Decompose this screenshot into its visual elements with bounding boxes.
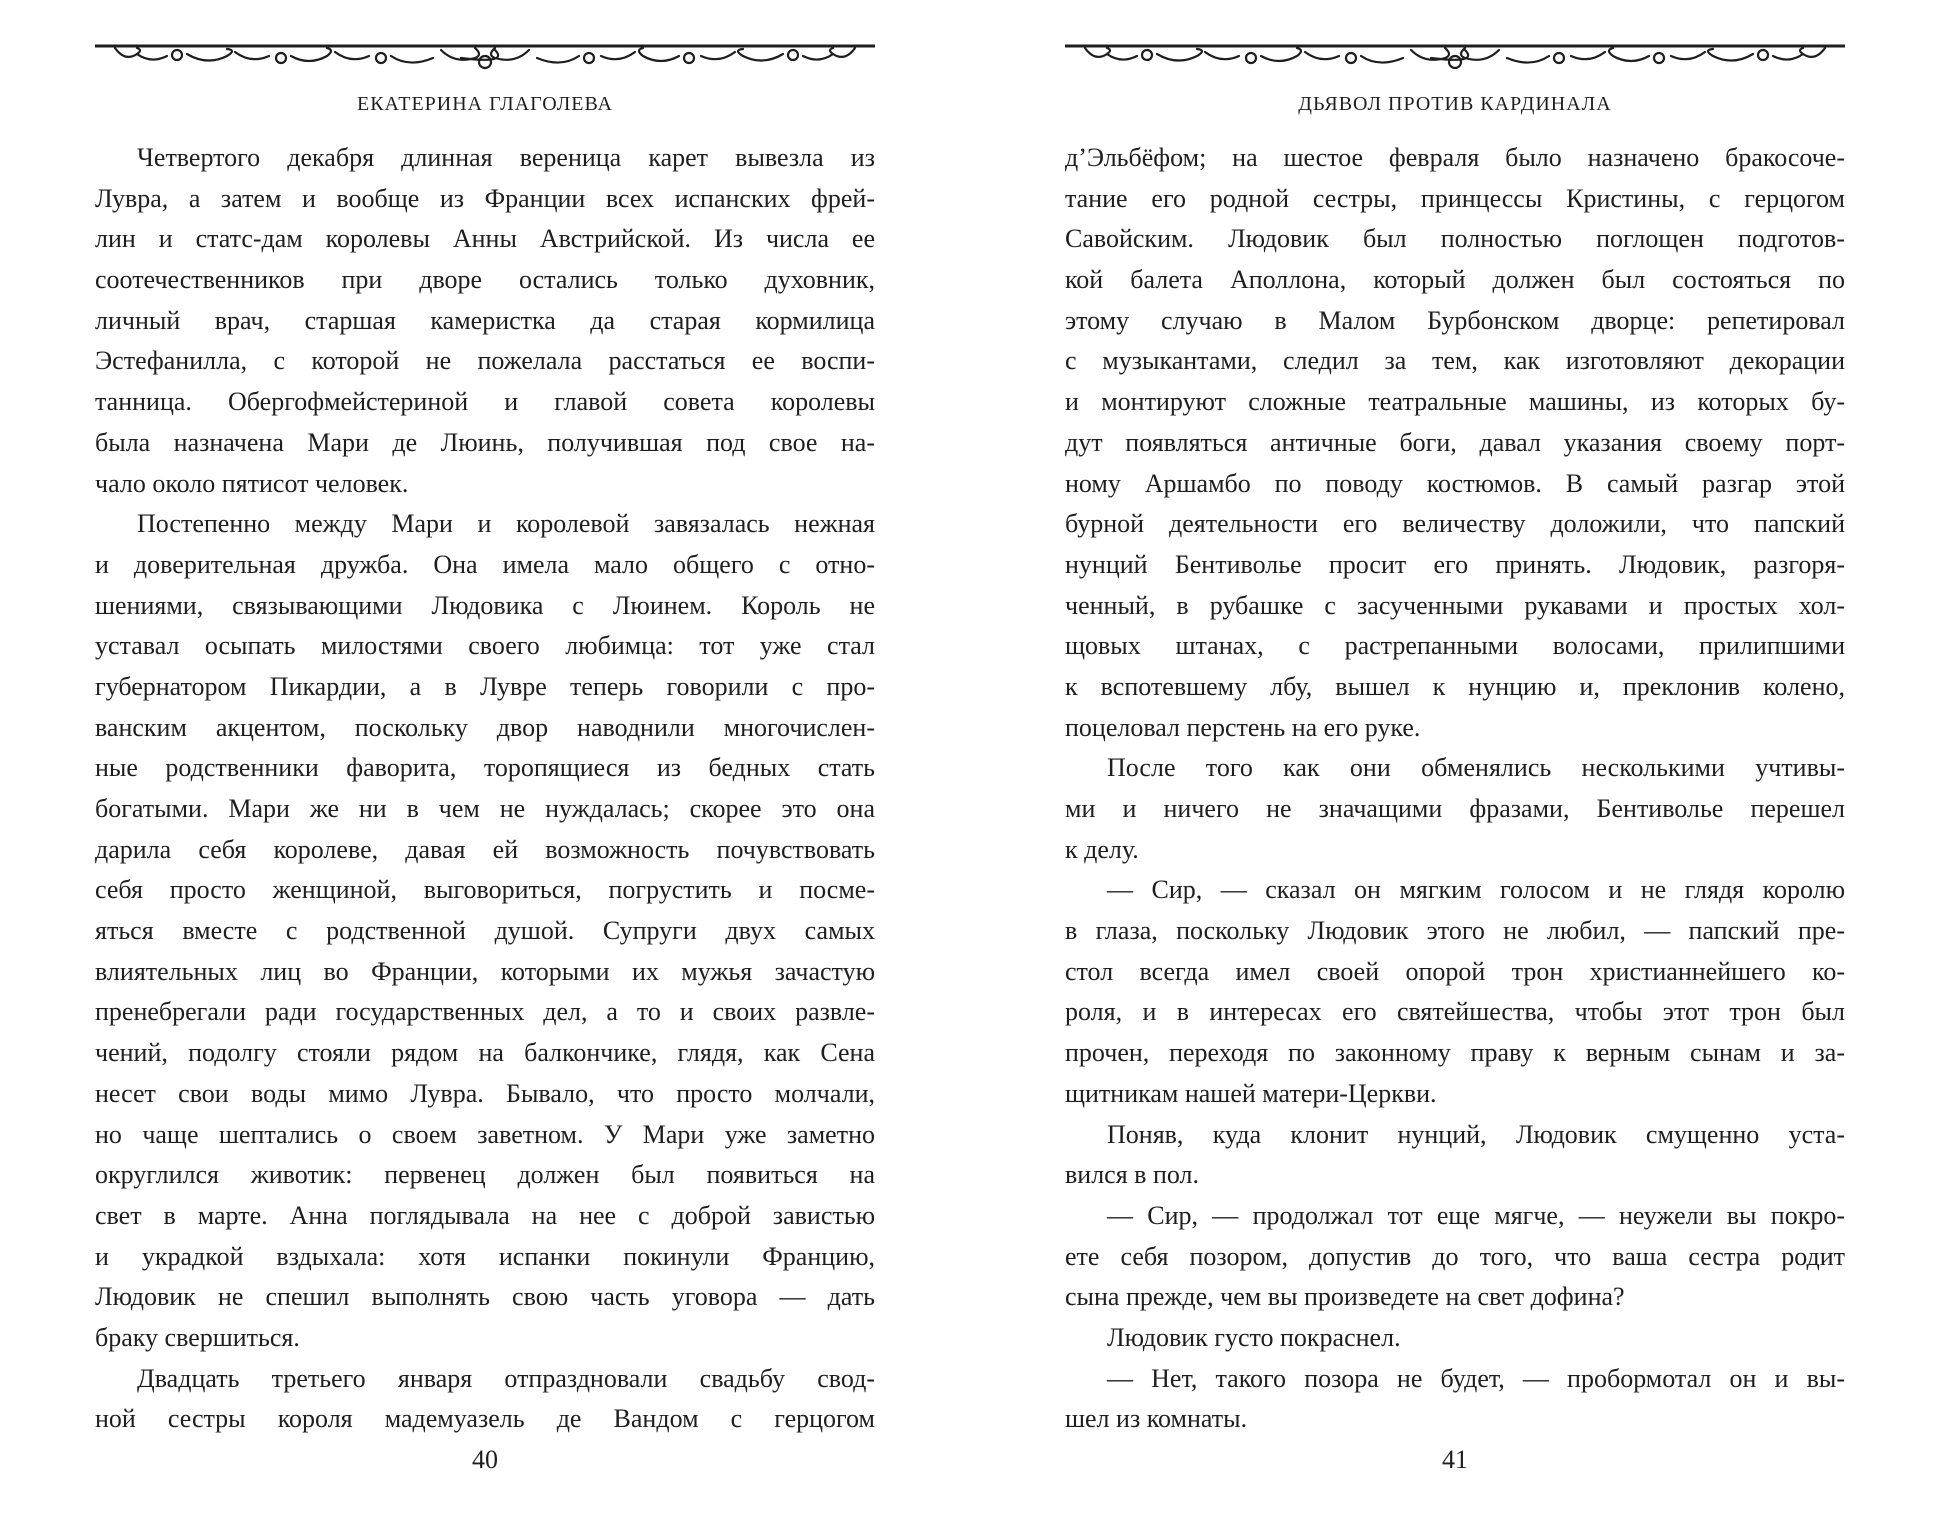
text-line: чений, подолгу стояли рядом на балкончике, глядя, как Сена (95, 1038, 875, 1068)
text-line: и украдкой вздыхала: хотя испанки покинули Францию, (95, 1241, 875, 1271)
text-line: и монтируют сложные театральные машины, из которых бу- (1065, 387, 1845, 417)
text-line: богатыми. Мари же ни в чем не нуждалась; скорее это она (95, 794, 875, 823)
text-line: пренебрегали ради государственных дел, а то и своих развле- (95, 997, 875, 1027)
text-line: Постепенно между Мари и королевой завязалась нежная (137, 509, 875, 539)
text-line: уставал осыпать милостями своего любимца: тот уже стал (95, 631, 875, 661)
text-line: вился в пол. (1065, 1160, 1199, 1190)
body-text (95, 138, 875, 1440)
text-line: роля, и в интересах его святейшества, чтобы этот трон был (1065, 997, 1845, 1027)
text-line: была назначена Мари де Люинь, получившая под свое на- (95, 427, 875, 457)
running-head: ЕКАТЕРИНА ГЛАГОЛЕВА (356, 93, 613, 115)
header-ornament (1065, 40, 1845, 78)
text-line: к вспотевшему лбу, вышел к нунцию и, преклонив колено, (1065, 671, 1845, 701)
text-line: танница. Обергофмейстериной и главой совета королевы (95, 387, 875, 417)
header-ornament (95, 40, 875, 78)
text-line: стол всегда имел своей опорой трон христианнейшего ко- (1065, 956, 1845, 986)
text-line: Лувра, а затем и вообще из Франции всех испанских фрей- (95, 183, 875, 213)
text-line: д’Эльбёфом; на шестое февраля было назначено бракосоче- (1065, 143, 1845, 172)
text-line: яться вместе с родственной душой. Супруги двух самых (95, 916, 875, 946)
text-line: свет в марте. Анна поглядывала на нее с доброй завистью (95, 1200, 875, 1230)
text-line: и доверительная дружба. Она имела мало общего с отно- (95, 549, 875, 579)
text-line: этому случаю в Малом Бурбонском дворце: репетировал (1065, 305, 1845, 335)
text-line: дут появляться античные боги, давал указания своему порт- (1065, 427, 1845, 457)
text-line: в глаза, поскольку Людовик этого не любил, — папский пре- (1065, 916, 1845, 946)
text-line: — Нет, такого позора не будет, — пробормотал он и вы- (1107, 1363, 1845, 1393)
text-line: округлился животик: первенец должен был появиться на (95, 1160, 875, 1190)
text-line: ете себя позором, допустив до того, что ваша сестра родит (1065, 1241, 1845, 1271)
text-line: лин и статс-дам королевы Анны Австрийской. Из числа ее (95, 224, 875, 254)
text-line: ванским акцентом, поскольку двор наводнили многочислен- (95, 712, 875, 742)
text-line: щовых штанах, с растрепанными волосами, прилипшими (1065, 631, 1845, 661)
text-line: шел из комнаты. (1065, 1404, 1248, 1434)
body-text (1065, 138, 1845, 1440)
running-head: ДЬЯВОЛ ПРОТИВ КАРДИНАЛА (1298, 93, 1612, 115)
text-line: Двадцать третьего января отпраздновали свадьбу свод- (137, 1363, 875, 1393)
text-line: — Сир, — сказал он мягким голосом и не глядя королю (1107, 875, 1845, 905)
text-line: но чаще шептались о своем заветном. У Мари уже заметно (95, 1119, 875, 1149)
page-number: 40 (472, 1445, 498, 1474)
text-line: Поняв, куда клонит нунций, Людовик смущенно уста- (1107, 1119, 1845, 1149)
text-line: — Сир, — продолжал тот еще мягче, — неужели вы покро- (1107, 1200, 1845, 1230)
text-line: Людовик густо покраснел. (1107, 1322, 1401, 1352)
text-line: Людовик не спешил выполнять свою часть уговора — дать (95, 1282, 875, 1312)
text-line: шениями, связывающими Людовика с Люинем. Король не (95, 590, 875, 620)
text-line: браку свершиться. (95, 1322, 300, 1352)
text-line: ному Аршамбо по поводу костюмов. В самый разгар этой (1065, 468, 1845, 498)
text-line: с музыкантами, следил за тем, как изготовляют декорации (1065, 346, 1845, 376)
text-line: бурной деятельности его величеству доложили, что папский (1065, 509, 1845, 539)
text-line: губернатором Пикардии, а в Лувре теперь говорили с про- (95, 671, 875, 701)
text-line: к делу. (1065, 834, 1139, 864)
text-line: Савойским. Людовик был полностью поглощен подготов- (1065, 224, 1845, 254)
text-line: щитникам нашей матери-Церкви. (1065, 1078, 1437, 1108)
text-line: ченный, в рубашке с засученными рукавами и простых хол- (1065, 590, 1845, 620)
text-line: соотечественников при дворе остались только духовник, (95, 265, 875, 295)
text-line: кой балета Аполлона, который должен был состояться по (1065, 265, 1845, 295)
text-line: ные родственники фаворита, торопящиеся из бедных стать (95, 753, 875, 783)
left-page (95, 0, 875, 1523)
text-line: сына прежде, чем вы произведете на свет дофина? (1065, 1282, 1625, 1312)
text-line: После того как они обменялись несколькими учтивы- (1107, 753, 1845, 783)
text-line: себя просто женщиной, выговориться, погрустить и посме- (95, 875, 875, 905)
text-line: несет свои воды мимо Лувра. Бывало, что просто молчали, (95, 1078, 875, 1108)
right-page (1065, 0, 1845, 1523)
text-line: прочен, переходя по законному праву к верным сынам и за- (1065, 1038, 1845, 1068)
page-number: 41 (1442, 1445, 1468, 1474)
text-line: влиятельных лиц во Франции, которыми их мужья зачастую (95, 956, 875, 986)
text-line: поцеловал перстень на его руке. (1065, 712, 1421, 742)
text-line: чало около пятисот человек. (95, 468, 409, 498)
text-line: нунций Бентиволье просит его принять. Людовик, разгоря- (1065, 549, 1845, 579)
text-line: личный врач, старшая камеристка да старая кормилица (95, 305, 875, 335)
text-line: тание его родной сестры, принцессы Кристины, с герцогом (1065, 183, 1845, 213)
text-line: Эстефанилла, с которой не пожелала расстаться ее воспи- (95, 346, 875, 376)
text-line: ми и ничего не значащими фразами, Бентиволье перешел (1065, 794, 1845, 823)
text-line: дарила себя королеве, давая ей возможность почувствовать (95, 834, 875, 864)
text-line: ной сестры короля мадемуазель де Вандом с герцогом (95, 1404, 875, 1434)
text-line: Четвертого декабря длинная вереница карет вывезла из (137, 143, 875, 172)
